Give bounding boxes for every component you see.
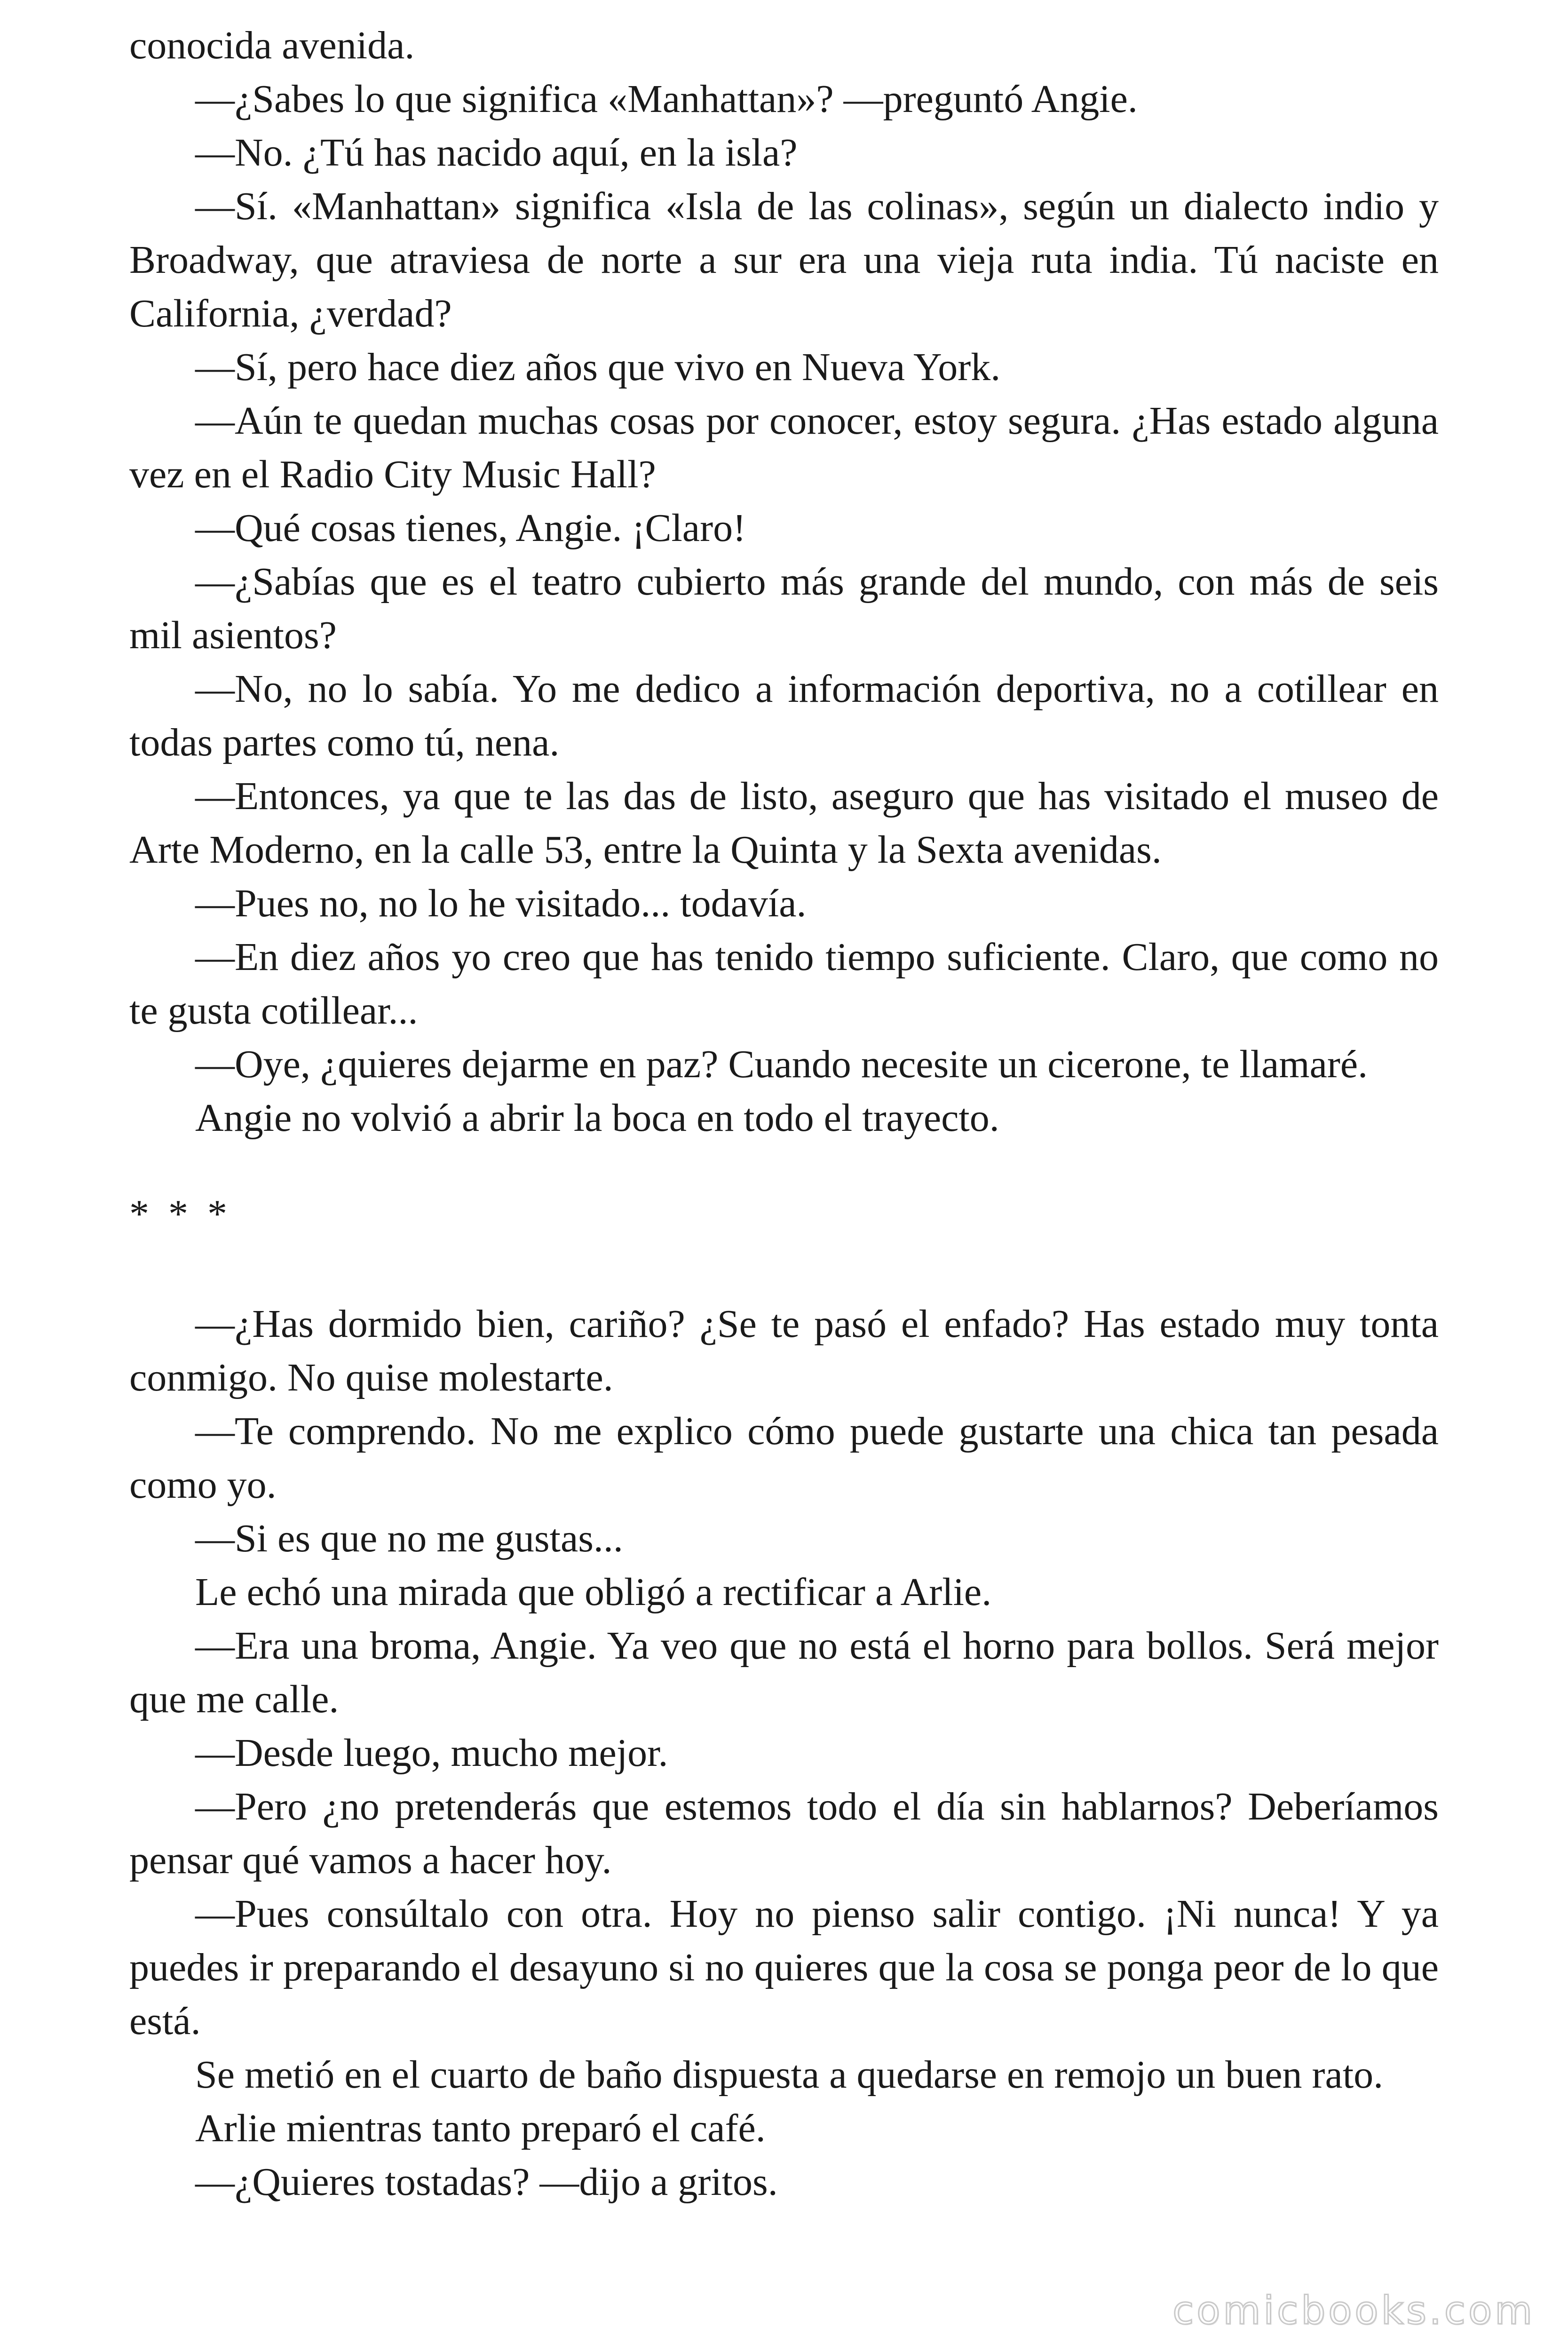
paragraph: —Pues no, no lo he visitado... todavía. bbox=[195, 882, 807, 925]
paragraph: Le echó una mirada que obligó a rectificar a Arlie. bbox=[195, 1570, 992, 1614]
paragraph: —Era una broma, Angie. Ya veo que no está el horno para bollos. Será mejor que me calle. bbox=[129, 1624, 1439, 1721]
document-page bbox=[129, 19, 1439, 2209]
paragraph: —En diez años yo creo que has tenido tiempo suficiente. Claro, que como no te gusta cotillear... bbox=[129, 935, 1439, 1033]
paragraph: Se metió en el cuarto de baño dispuesta a quedarse en remojo un buen rato. bbox=[195, 2053, 1384, 2097]
paragraph: —Te comprendo. No me explico cómo puede gustarte una chica tan pesada como yo. bbox=[129, 1409, 1439, 1507]
paragraph: —No. ¿Tú has nacido aquí, en la isla? bbox=[195, 131, 798, 175]
paragraph: —¿Sabes lo que significa «Manhattan»? —preguntó Angie. bbox=[195, 77, 1138, 121]
paragraph: —Sí. «Manhattan» significa «Isla de las colinas», según un dialecto indio y Broadway, que atraviesa de norte a sur era una vieja ruta india. Tú naciste en California, ¿verdad? bbox=[129, 184, 1439, 335]
section-break: * * * bbox=[129, 1192, 232, 1236]
paragraph: —¿Sabías que es el teatro cubierto más grande del mundo, con más de seis mil asientos? bbox=[129, 560, 1439, 657]
paragraph: —No, no lo sabía. Yo me dedico a información deportiva, no a cotillear en todas partes como tú, nena. bbox=[129, 667, 1439, 764]
paragraph: Arlie mientras tanto preparó el café. bbox=[195, 2106, 766, 2150]
paragraph: —Si es que no me gustas... bbox=[195, 1517, 623, 1560]
paragraph: —¿Quieres tostadas? —dijo a gritos. bbox=[195, 2160, 778, 2204]
paragraph: —Entonces, ya que te las das de listo, aseguro que has visitado el museo de Arte Moderno, en la calle 53, entre la Quinta y la Sexta avenidas. bbox=[129, 774, 1439, 872]
paragraph: —Qué cosas tienes, Angie. ¡Claro! bbox=[195, 506, 746, 550]
paragraph: —Pero ¿no pretenderás que estemos todo el día sin hablarnos? Deberíamos pensar qué vamos a hacer hoy. bbox=[129, 1785, 1439, 1882]
paragraph: —¿Has dormido bien, cariño? ¿Se te pasó el enfado? Has estado muy tonta conmigo. No quise molestarte. bbox=[129, 1302, 1439, 1399]
paragraph: Angie no volvió a abrir la boca en todo el trayecto. bbox=[195, 1096, 999, 1140]
watermark: comicbooks.com bbox=[1172, 2288, 1535, 2333]
paragraph: —Aún te quedan muchas cosas por conocer, estoy segura. ¿Has estado alguna vez en el Radio City Music Hall? bbox=[129, 399, 1439, 496]
paragraph: —Desde luego, mucho mejor. bbox=[195, 1731, 668, 1775]
paragraph: —Pues consúltalo con otra. Hoy no pienso salir contigo. ¡Ni nunca! Y ya puedes ir preparando el desayuno si no quieres que la cosa se ponga peor de lo que está. bbox=[129, 1892, 1439, 2043]
paragraph: —Oye, ¿quieres dejarme en paz? Cuando necesite un cicerone, te llamaré. bbox=[195, 1042, 1368, 1086]
paragraph: conocida avenida. bbox=[129, 24, 415, 67]
paragraph: —Sí, pero hace diez años que vivo en Nueva York. bbox=[195, 345, 1001, 389]
